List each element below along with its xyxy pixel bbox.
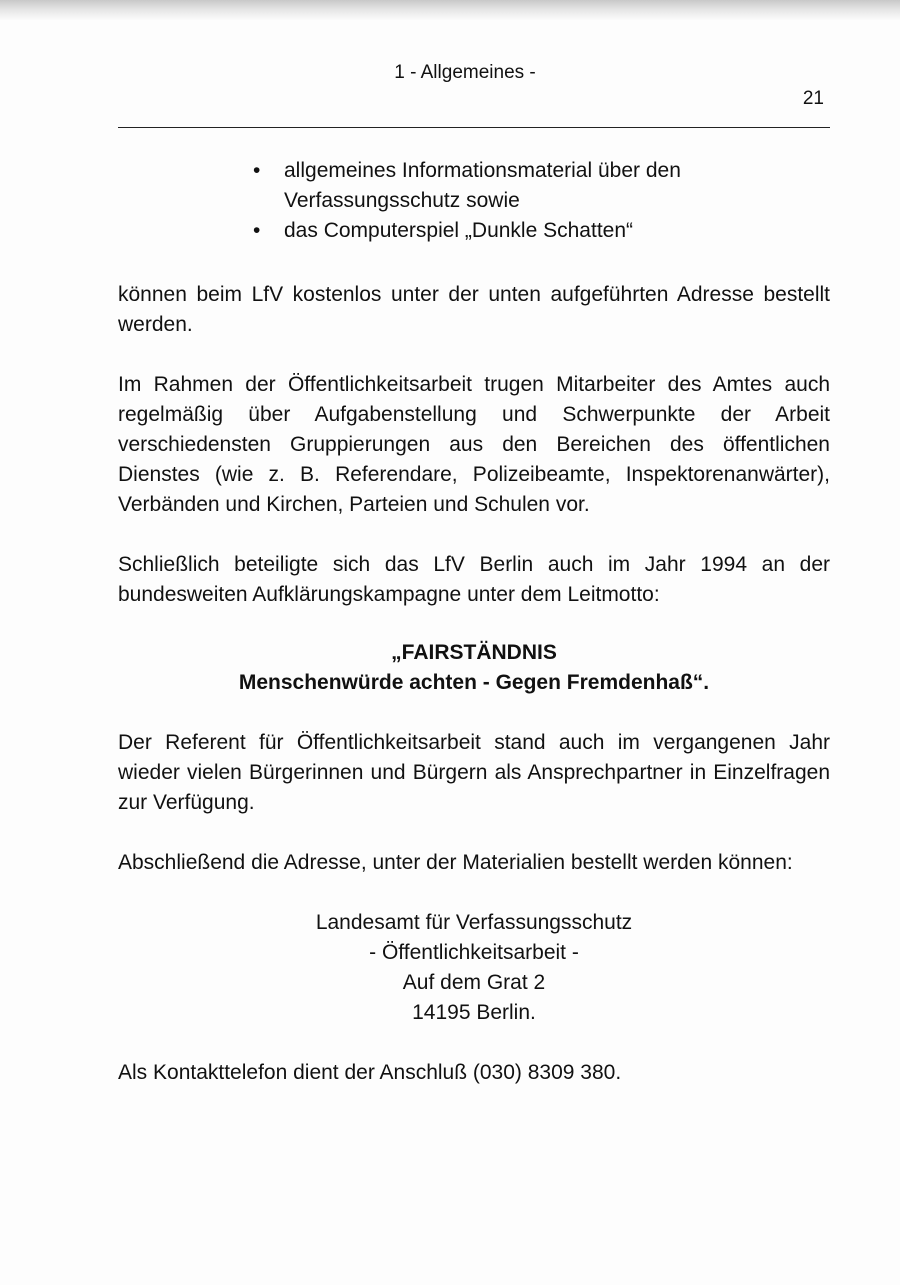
page-number: 21 — [802, 88, 824, 109]
campaign-motto-title: „FAIRSTÄNDNIS — [391, 641, 557, 664]
paragraph-address-intro: Abschließend die Adresse, unter der Materialien bestellt werden können: — [118, 851, 793, 874]
paragraph-order: können beim LfV kostenlos unter der unten aufgeführten Adresse bestellt werden. — [118, 283, 830, 336]
address-line: Landesamt für Verfassungsschutz — [315, 911, 633, 934]
paragraph-contact-phone: Als Kontakttelefon dient der Anschluß (030) 8309 380. — [118, 1061, 622, 1084]
list-item: • allgemeines Informationsmaterial über den Verfassungsschutz sowie — [284, 156, 744, 216]
paragraph-referent: Der Referent für Öffentlichkeitsarbeit stand auch im vergangenen Jahr wieder vielen Bürgerinnen und Bürgern als Ansprechpartner in Einzelfragen zur Verfügung. — [118, 731, 830, 814]
document-body — [118, 156, 830, 1088]
postal-address — [118, 908, 830, 1028]
address-line: 14195 Berlin. — [412, 1001, 536, 1024]
material-list — [118, 156, 830, 246]
chapter-header: 1 - Allgemeines - — [394, 62, 536, 83]
scan-edge-shadow — [0, 0, 900, 20]
list-item: • das Computerspiel „Dunkle Schatten“ — [284, 216, 744, 246]
address-line: - Öffentlichkeitsarbeit - — [369, 941, 579, 964]
campaign-motto-subtitle: Menschenwürde achten - Gegen Fremdenhaß“. — [238, 671, 710, 694]
paragraph-campaign: Schließlich beteiligte sich das LfV Berlin auch im Jahr 1994 an der bundesweiten Aufklärungskampagne unter dem Leitmotto: — [118, 553, 830, 606]
paragraph-public-relations: Im Rahmen der Öffentlichkeitsarbeit trugen Mitarbeiter des Amtes auch regelmäßig über Aufgabenstellung und Schwerpunkte der Arbeit verschiedensten Gruppierungen aus den Bereichen des öffentlichen Dienstes (wie z. B. Referendare, Polizeibeamte, Inspektorenanwärter), Verbänden und Kirchen, Parteien und Schulen vor. — [118, 373, 830, 516]
address-line: Auf dem Grat 2 — [402, 971, 546, 994]
header-divider — [118, 127, 830, 128]
